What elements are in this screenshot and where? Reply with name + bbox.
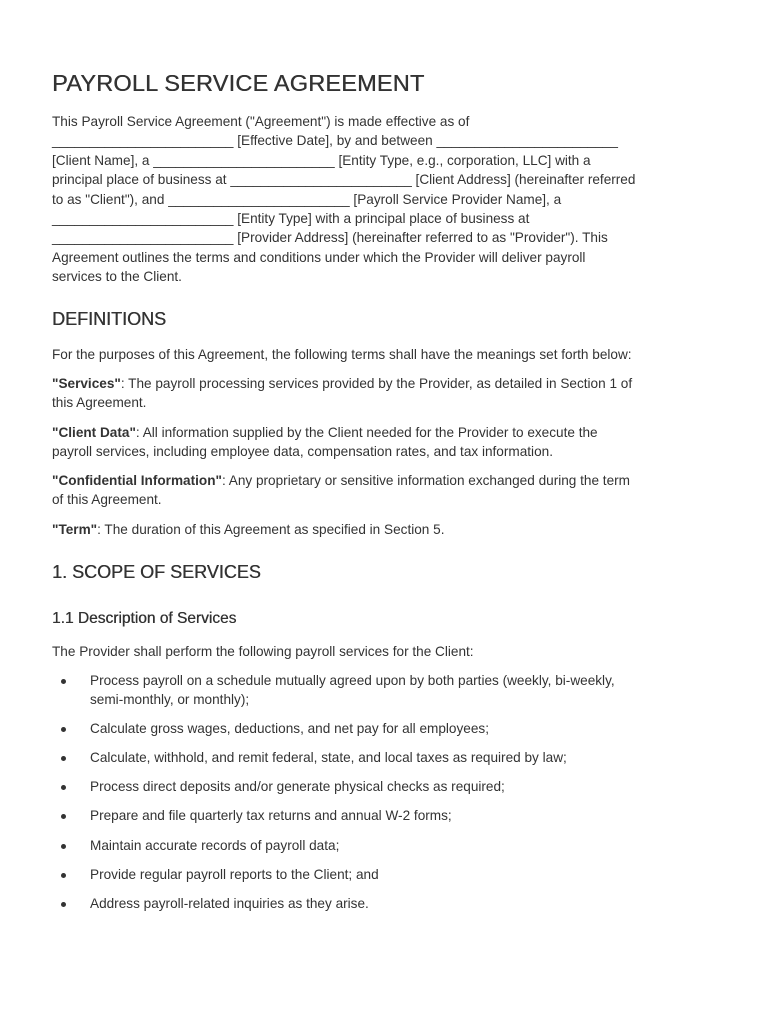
intro-line: ________________________ [Entity Type] with a principal place of business at (52, 211, 530, 227)
intro-line: ________________________ [Provider Address] (hereinafter referred to as "Provider"). This (52, 230, 608, 246)
bullet-icon (61, 814, 66, 819)
definition-text: : The duration of this Agreement as specified in Section 5. (97, 522, 445, 537)
definition-text: : All information supplied by the Client needed for the Provider to execute the (135, 425, 598, 440)
intro-line: This Payroll Service Agreement ("Agreement") is made effective as of (52, 114, 470, 129)
intro-line: principal place of business at ________________________ [Client Address] (hereinafter referred (52, 172, 636, 188)
definitions-heading: DEFINITIONS (52, 309, 167, 329)
bullet-icon (61, 844, 66, 849)
intro-line: to as "Client"), and ________________________ [Payroll Service Provider Name], a (52, 191, 562, 207)
definition-term: "Client Data" (52, 425, 136, 440)
intro-paragraph (52, 112, 732, 287)
definition-term: "Confidential Information" (52, 473, 222, 488)
definition-term: "Services" (52, 376, 121, 391)
bullet-icon (61, 902, 66, 907)
bullet-icon (61, 873, 66, 878)
intro-line: [Client Name], a ________________________ [Entity Type, e.g., corporation, LLC] with a (52, 152, 591, 168)
section-1-1-heading: 1.1 Description of Services (52, 610, 237, 627)
definition-text: payroll services, including employee data, compensation rates, and tax information. (52, 444, 553, 460)
intro-line: services to the Client. (52, 269, 182, 285)
definition-text: : The payroll processing services provided by the Provider, as detailed in Section 1 of (120, 376, 633, 391)
section-1-lead: The Provider shall perform the following payroll services for the Client: (52, 644, 474, 659)
definition-term: "Term" (52, 522, 98, 537)
definition-text: : Any proprietary or sensitive information exchanged during the term (221, 473, 630, 488)
bullet-icon (61, 785, 66, 790)
intro-line: Agreement outlines the terms and conditions under which the Provider will deliver payroll (52, 249, 586, 265)
definitions-lead: For the purposes of this Agreement, the following terms shall have the meanings set forth below: (52, 347, 632, 362)
definition-text: of this Agreement. (52, 492, 162, 508)
definition-confidential-information (52, 471, 732, 510)
definition-text: this Agreement. (52, 395, 147, 411)
definition-term-item (52, 520, 732, 539)
intro-line: ________________________ [Effective Date], by and between ________________________ (52, 133, 618, 149)
bullet-icon (61, 679, 66, 684)
document-title: PAYROLL SERVICE AGREEMENT (52, 70, 425, 96)
definition-client-data (52, 423, 732, 462)
section-1-heading: 1. SCOPE OF SERVICES (52, 562, 261, 582)
definition-services (52, 374, 732, 413)
bullet-icon (61, 756, 66, 761)
bullet-icon (61, 727, 66, 732)
